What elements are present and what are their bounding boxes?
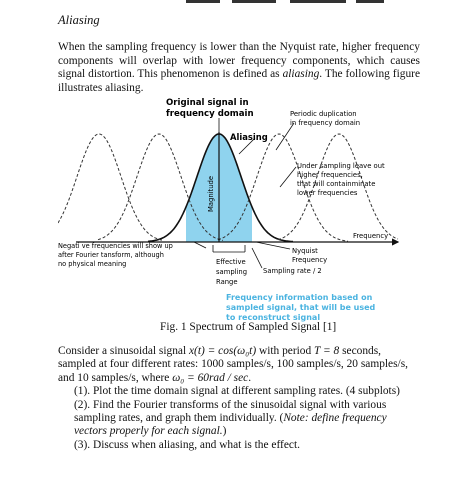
label-effective-1: Effective — [216, 258, 246, 266]
problem-text-b: with period — [256, 345, 315, 357]
label-under-1: Under sampling leave out — [297, 162, 385, 170]
problem-signal: x(t) = cos(ω₀t) — [188, 345, 257, 357]
periodic-pointer — [276, 123, 294, 150]
label-under-3: that will containminate — [297, 180, 376, 188]
problem-text-d: . — [248, 371, 252, 384]
under-sampling-pointer — [280, 167, 296, 187]
intro-text-after: . The following figure illustrates aliasing. — [58, 68, 420, 94]
label-info-1: Frequency information based on — [226, 293, 373, 302]
question-1: (1). Plot the time domain signal at different sampling rates. (4 subplots) — [74, 385, 400, 398]
figure-caption: Fig. 1 Spectrum of Sampled Signal [1] — [160, 321, 337, 333]
problem-period: T = 8 — [314, 345, 340, 357]
label-magnitude: Magnitude — [207, 175, 215, 212]
label-effective-3: Range — [216, 278, 238, 286]
cropped-top-text-remnant — [0, 0, 474, 4]
aliasing-figure — [58, 92, 420, 324]
label-negative-1: Negati ve frequencies will show up — [58, 242, 173, 250]
question-3: (3). Discuss when aliasing, and what is the effect. — [74, 438, 300, 451]
intro-text-before: When the sampling frequency is lower than the Nyquist rate, higher frequency components will overlap with lower frequency components, which causes signal distortion. This phenomenon is defined as — [58, 41, 420, 81]
label-original-1: Original signal in — [166, 98, 249, 108]
label-nyquist-2: Frequency — [292, 256, 328, 264]
problem-text-a: Consider a sinusoidal signal — [58, 345, 189, 357]
problem-statement — [58, 345, 420, 452]
label-negative-3: no physical meaning — [58, 260, 127, 268]
label-under-2: higher frequencies, — [297, 171, 363, 179]
sampling-rate-pointer — [252, 248, 262, 268]
question-2-text: (2). Find the Fourier transforms of the sinusoidal signal with various sampling rates, and graph them individually. ( — [74, 398, 387, 425]
label-negative-2: after Fourier tansform, although — [58, 251, 164, 259]
label-original-2: frequency domain — [166, 109, 254, 119]
problem-omega: ω₀ = 60rad / sec — [172, 371, 249, 384]
section-heading: Aliasing — [58, 13, 100, 27]
label-periodic-1: Periodic duplication — [290, 110, 357, 118]
negative-pointer — [194, 242, 206, 248]
label-nyquist-3: Sampling rate / 2 — [263, 267, 322, 275]
label-info-2: sampled signal, that will be used — [226, 303, 376, 312]
intro-paragraph — [58, 41, 420, 95]
aliasing-diagram — [58, 92, 420, 324]
label-under-4: lower frequencies — [297, 189, 358, 197]
label-nyquist-1: Nyquist — [292, 247, 318, 255]
intro-term: aliasing — [282, 68, 320, 81]
problem-intro — [58, 345, 420, 385]
label-frequency: Frequency — [353, 232, 389, 240]
label-periodic-2: in frequency domain — [290, 119, 361, 127]
label-effective-2: sampling — [216, 268, 248, 276]
question-2 — [58, 399, 420, 439]
question-2-note: Note: define frequency vectors properly for each signal. — [74, 412, 387, 438]
label-aliasing: Aliasing — [230, 132, 268, 142]
question-2-close: ) — [222, 425, 227, 438]
problem-text-c: seconds, sampled at four different rates: 1000 samples/s, 100 samples/s, 20 samples/s, and 10 samples/s, where — [58, 345, 408, 384]
nyquist-pointer — [256, 242, 290, 249]
label-info-3: to reconstruct signal — [226, 313, 321, 322]
